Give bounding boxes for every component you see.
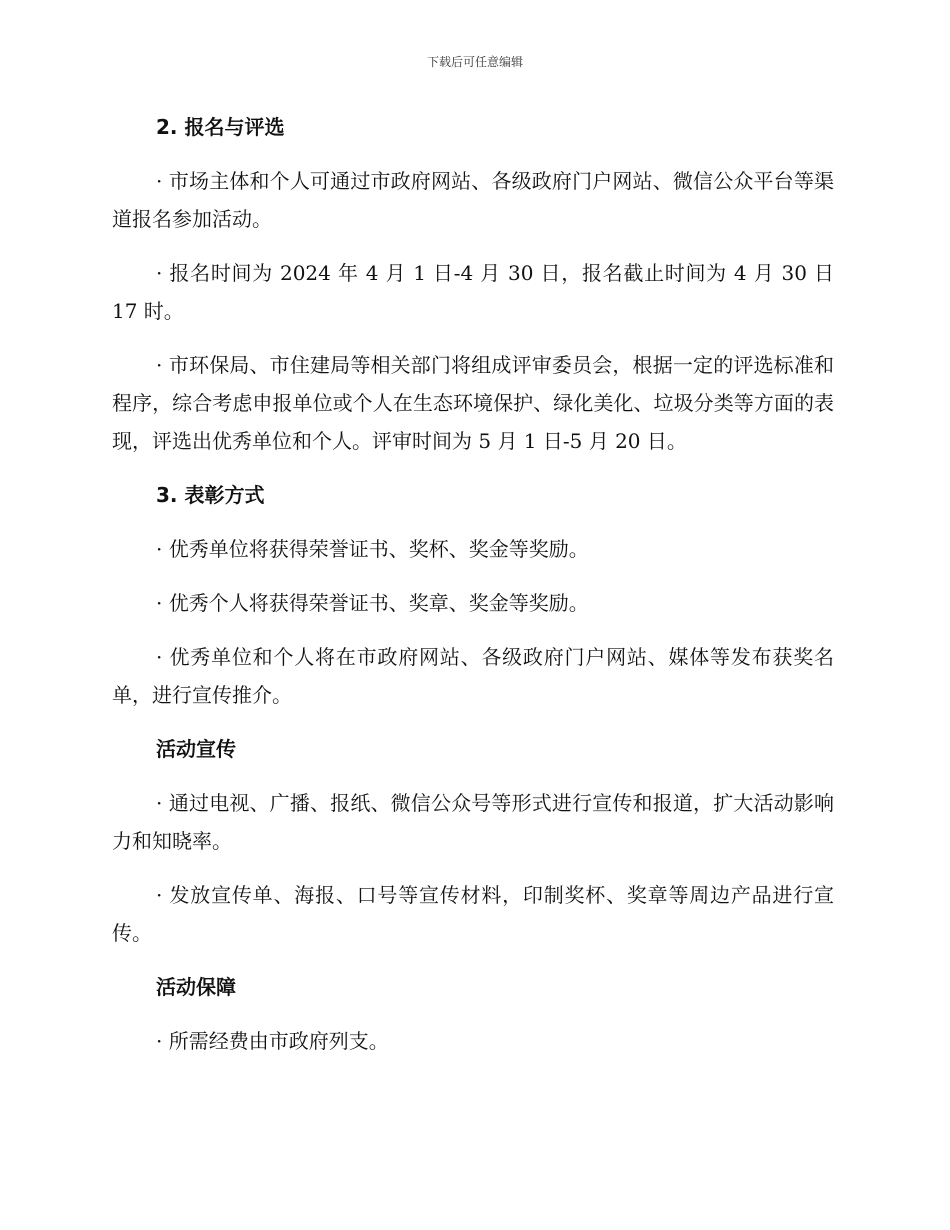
paragraph-review-committee: · 市环保局、市住建局等相关部门将组成评审委员会，根据一定的评选标准和程序，综合考虑申报单位或个人在生态环境保护、绿化美化、垃圾分类等方面的表现，评选出优秀单位和个人。评审时间为 5 月 1 日-5 月 20 日。	[112, 353, 834, 453]
section-heading-award: 3. 表彰方式	[156, 483, 265, 507]
paragraph-promotion-materials: · 发放宣传单、海报、口号等宣传材料，印制奖杯、奖章等周边产品进行宣传。	[112, 883, 834, 945]
page-header: 下载后可任意编辑	[426, 55, 523, 69]
paragraph-signup-time: · 报名时间为 2024 年 4 月 1 日-4 月 30 日，报名截止时间为 4 月 30 日 17 时。	[112, 261, 834, 323]
paragraph-support-funding: · 所需经费由市政府列支。	[156, 1029, 389, 1053]
paragraph-promotion-media: · 通过电视、广播、报纸、微信公众号等形式进行宣传和报道，扩大活动影响力和知晓率。	[112, 791, 834, 853]
paragraph-award-units: · 优秀单位将获得荣誉证书、奖杯、奖金等奖励。	[156, 537, 589, 561]
paragraph-award-publicity: · 优秀单位和个人将在市政府网站、各级政府门户网站、媒体等发布获奖名单，进行宣传推介。	[112, 645, 834, 707]
paragraph-award-individuals: · 优秀个人将获得荣誉证书、奖章、奖金等奖励。	[156, 591, 589, 615]
document-body	[112, 108, 834, 1076]
paragraph-signup-channels: · 市场主体和个人可通过市政府网站、各级政府门户网站、微信公众平台等渠道报名参加活动。	[112, 169, 834, 231]
section-heading-support: 活动保障	[156, 975, 236, 999]
section-heading-signup: 2. 报名与评选	[156, 115, 285, 139]
section-heading-promotion: 活动宣传	[156, 737, 236, 761]
